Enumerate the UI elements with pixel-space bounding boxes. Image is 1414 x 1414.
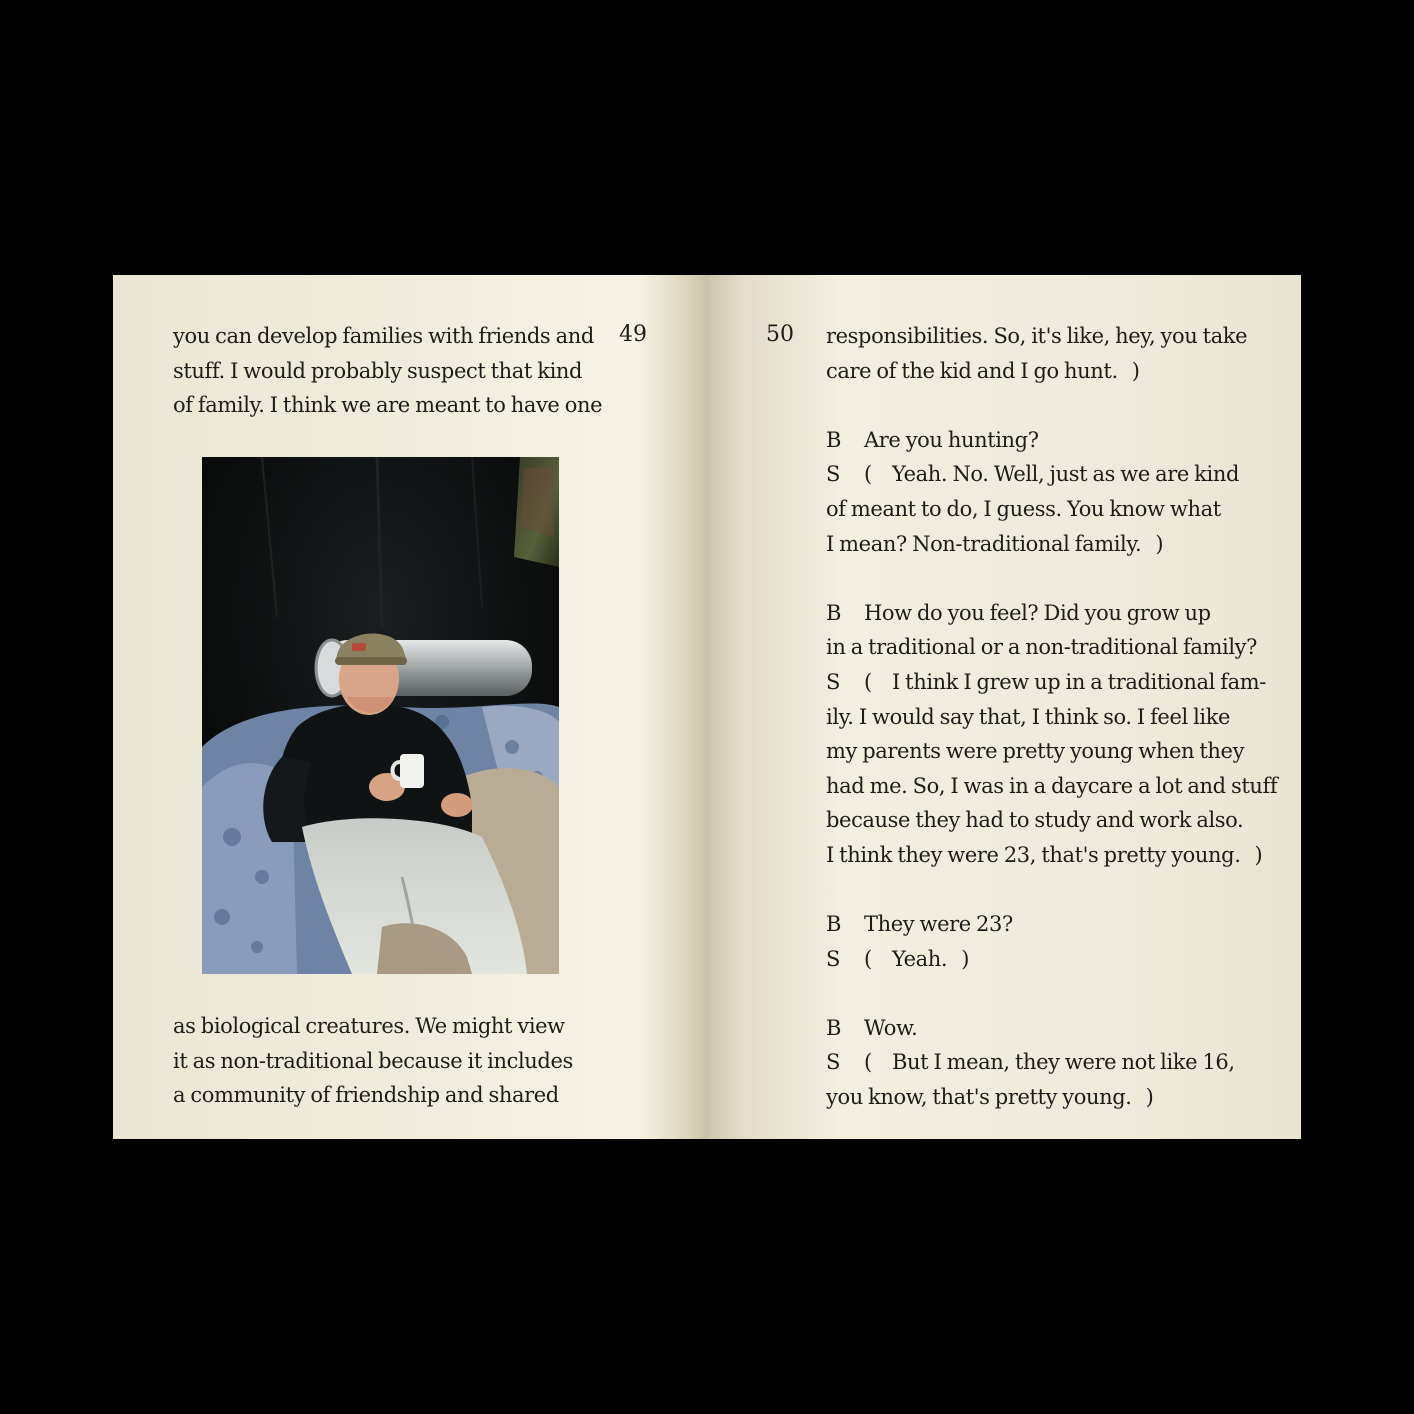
text-span: I mean? Non-traditional family. — [826, 531, 1142, 556]
text-span: you know, that's pretty young. — [826, 1085, 1132, 1110]
answer-text: Yeah. — [892, 946, 948, 971]
text-line — [826, 354, 1246, 389]
text-line: you can develop families with friends and — [173, 324, 594, 348]
speaker-b: B — [826, 1015, 842, 1040]
speaker-s: S — [826, 946, 840, 971]
right-page-text — [826, 319, 1278, 1115]
close-paren: ) — [1145, 1085, 1154, 1110]
close-paren: ) — [961, 946, 969, 971]
text-line — [826, 527, 1246, 562]
open-paren: ( — [864, 462, 872, 487]
open-book — [113, 275, 1301, 1139]
text-line: stuff. I would probably suspect that kind — [173, 358, 583, 383]
spacer — [826, 561, 1246, 596]
open-paren: ( — [864, 1050, 872, 1075]
answer-text: I think I grew up in a traditional fam- — [892, 669, 1266, 694]
text-line: as biological creatures. We might view — [173, 1014, 565, 1038]
open-paren: ( — [864, 946, 872, 971]
answer-line — [826, 1045, 1246, 1080]
left-page — [113, 275, 709, 1139]
text-span: I think they were 23, that's pretty young. — [826, 842, 1241, 867]
close-paren: ) — [1254, 842, 1263, 867]
text-line: ily. I would say that, I think so. I feel like — [826, 704, 1231, 729]
text-line: responsibilities. So, it's like, hey, you take — [826, 324, 1248, 348]
answer-line — [826, 457, 1246, 492]
right-page — [709, 275, 1301, 1139]
spacer — [826, 388, 1246, 423]
text-line — [826, 838, 1263, 873]
answer-line — [826, 665, 1266, 700]
text-line: in a traditional or a non-traditional family? — [826, 635, 1257, 660]
page-number-left: 49 — [619, 322, 647, 347]
question-line — [826, 907, 1246, 942]
text-line: my parents were pretty young when they — [826, 739, 1245, 764]
question-text: Wow. — [864, 1015, 918, 1040]
text-line: of family. I think we are meant to have one — [173, 393, 603, 418]
speaker-s: S — [826, 1050, 840, 1075]
question-line — [826, 596, 1246, 631]
question-line — [826, 423, 1246, 458]
page-number-right: 50 — [766, 322, 794, 347]
answer-line — [826, 942, 1246, 977]
answer-text: But I mean, they were not like 16, — [892, 1050, 1235, 1075]
text-line: had me. So, I was in a daycare a lot and stuff — [826, 773, 1278, 798]
speaker-b: B — [826, 427, 842, 452]
speaker-b: B — [826, 912, 842, 937]
text-line: because they had to study and work also. — [826, 808, 1244, 833]
photo-illustration — [202, 457, 559, 974]
close-paren: ) — [1131, 358, 1140, 383]
question-text: Are you hunting? — [864, 427, 1039, 452]
question-line — [826, 1011, 1246, 1046]
speaker-s: S — [826, 669, 840, 694]
spacer — [826, 976, 1246, 1011]
photo-man-with-cup — [202, 457, 559, 974]
open-paren: ( — [864, 669, 872, 694]
speaker-b: B — [826, 600, 842, 625]
text-line: it as non-traditional because it includes — [173, 1048, 573, 1073]
answer-text: Yeah. No. Well, just as we are kind — [892, 462, 1239, 487]
question-text: How do you feel? Did you grow up — [864, 600, 1211, 625]
speaker-s: S — [826, 462, 840, 487]
text-line: of meant to do, I guess. You know what — [826, 496, 1221, 521]
text-span: care of the kid and I go hunt. — [826, 358, 1118, 383]
left-page-bottom-text — [173, 1009, 593, 1113]
close-paren: ) — [1155, 531, 1164, 556]
question-text: They were 23? — [864, 912, 1013, 937]
left-page-top-text — [173, 319, 603, 423]
spacer — [826, 873, 1246, 908]
text-line — [826, 1080, 1246, 1115]
text-line: a community of friendship and shared — [173, 1083, 559, 1108]
